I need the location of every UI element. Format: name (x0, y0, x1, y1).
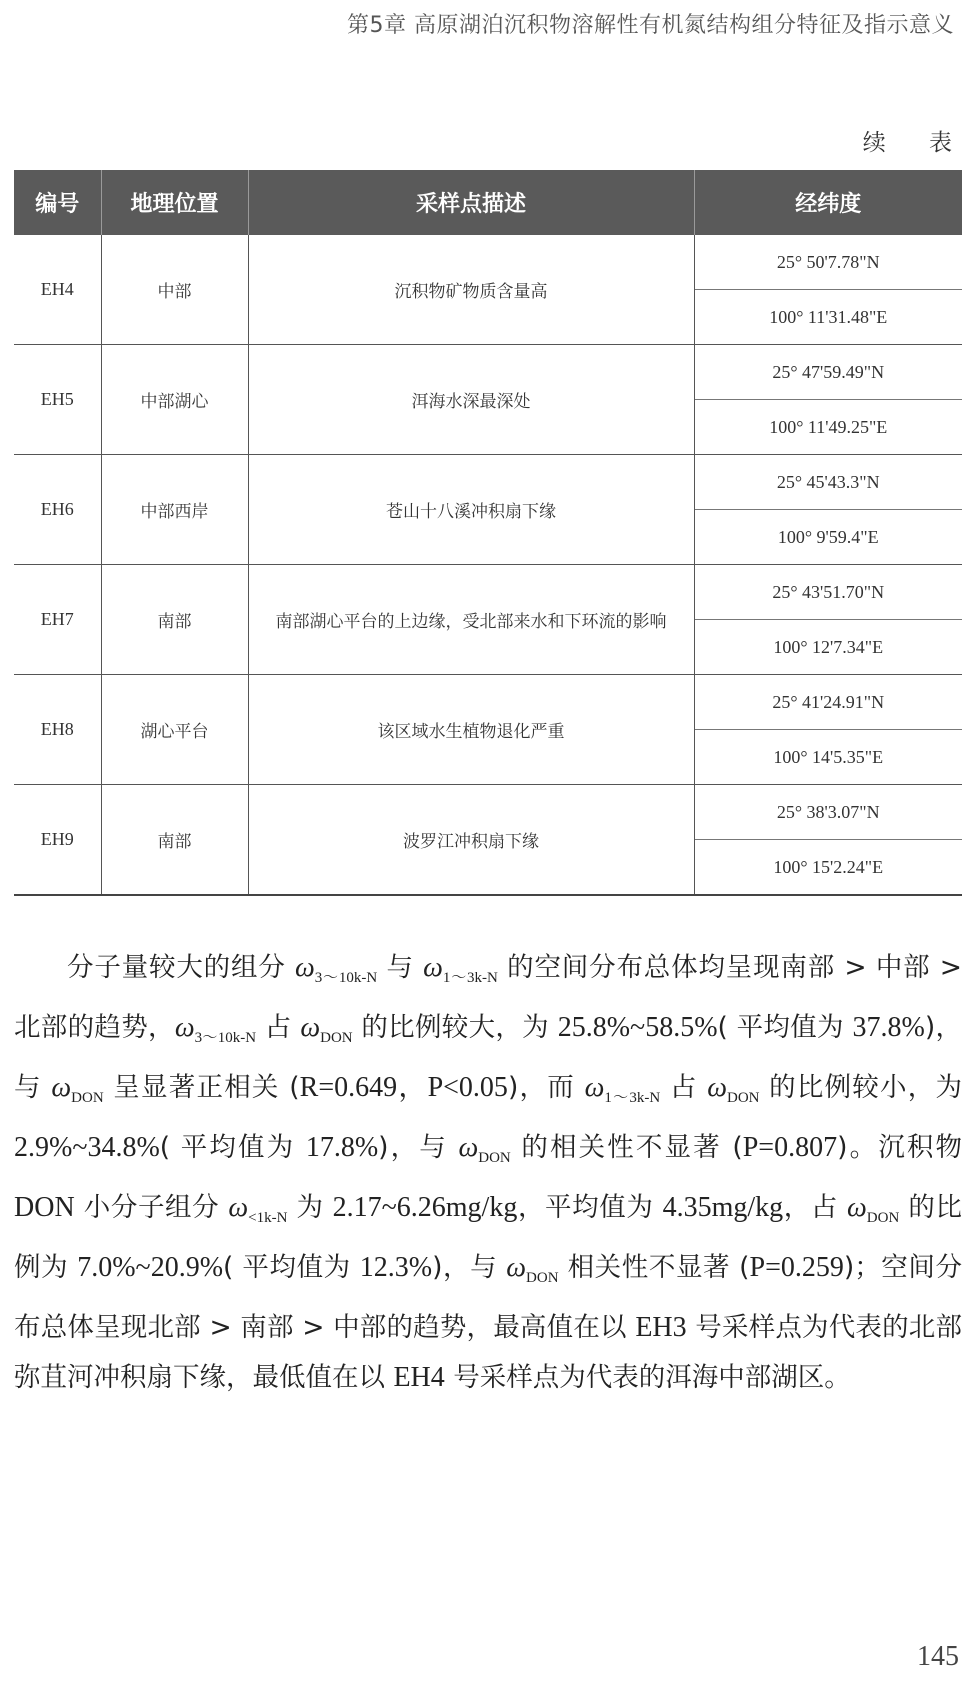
subscript: DON (726, 1090, 760, 1106)
table-row (14, 675, 962, 730)
sampling-sites-table (14, 170, 962, 896)
text-run: )，与 (432, 1252, 507, 1283)
site-description: 南部湖心平台的上边缘，受北部来水和下环流的影响 (248, 565, 694, 675)
text-run: 为 (287, 1192, 333, 1223)
site-description: 该区域水生植物退化严重 (248, 675, 694, 785)
site-longitude: 100° 12'7.34"E (694, 620, 962, 675)
header-location: 地理位置 (101, 170, 248, 235)
text-run: 的比例为 (14, 1192, 962, 1283)
page-number: 145 (917, 1641, 959, 1672)
site-location: 中部湖心 (101, 345, 248, 455)
subscript: DON (478, 1150, 511, 1166)
site-latitude: 25° 38'3.07"N (694, 785, 962, 840)
text-run: 的比例较小，为 (759, 1072, 962, 1103)
text-run: 占 (256, 1012, 301, 1043)
site-id: EH9 (14, 785, 101, 896)
running-head: 第5章 高原湖泊沉积物溶解性有机氮结构组分特征及指示意义 (347, 13, 954, 38)
number-run: 17.8% (305, 1132, 379, 1163)
site-id: EH8 (14, 675, 101, 785)
number-run: EH4 (393, 1362, 445, 1393)
site-latitude: 25° 41'24.91"N (694, 675, 962, 730)
table-row (14, 455, 962, 510)
omega-symbol: ω (228, 1192, 249, 1223)
number-run: 4.35mg/kg (662, 1192, 784, 1223)
site-latitude: 25° 43'51.70"N (694, 565, 962, 620)
header-coordinates: 经纬度 (694, 170, 962, 235)
site-location: 南部 (101, 565, 248, 675)
site-latitude: 25° 45'43.3"N (694, 455, 962, 510)
text-run: )，而 (507, 1072, 585, 1103)
site-description: 沉积物矿物质含量高 (248, 235, 694, 345)
number-run: 2.17~6.26mg/kg (332, 1192, 518, 1223)
number-run: DON (14, 1192, 75, 1223)
omega-symbol: ω (294, 952, 315, 983)
site-id: EH4 (14, 235, 101, 345)
site-id: EH6 (14, 455, 101, 565)
number-run: EH3 (635, 1312, 687, 1343)
text-run: )，与 (378, 1132, 459, 1163)
subscript: DON (866, 1210, 900, 1226)
number-run: 37.8% (852, 1012, 925, 1043)
text-run: 的空间分布总体均呈现南部 > 中部 > 北部的趋势， (14, 952, 962, 1043)
table-row (14, 565, 962, 620)
site-description: 波罗江冲积扇下缘 (248, 785, 694, 896)
site-description: 洱海水深最深处 (248, 345, 694, 455)
body-paragraph (14, 943, 962, 1403)
text-run: 与 (377, 952, 424, 983)
header-description: 采样点描述 (248, 170, 694, 235)
omega-symbol: ω (707, 1072, 727, 1103)
subscript: DON (71, 1090, 104, 1106)
site-location: 中部 (101, 235, 248, 345)
text-run: 呈显著正相关 ( (103, 1072, 300, 1103)
table-row (14, 235, 962, 290)
site-location: 中部西岸 (101, 455, 248, 565)
omega-symbol: ω (506, 1252, 527, 1283)
table-header-row (14, 170, 962, 235)
text-run: ( 平均值为 (717, 1012, 853, 1043)
text-run: )，与 (14, 1012, 963, 1103)
site-description: 苍山十八溪冲积扇下缘 (248, 455, 694, 565)
site-longitude: 100° 14'5.35"E (694, 730, 962, 785)
text-run: ( 平均值为 (159, 1132, 306, 1163)
site-latitude: 25° 47'59.49"N (694, 345, 962, 400)
text-run: 小分子组分 (74, 1192, 229, 1223)
number-run: 12.3% (359, 1252, 433, 1283)
number-run: P=0.259 (749, 1252, 844, 1283)
text-run: ( 平均值为 (223, 1252, 360, 1283)
omega-symbol: ω (584, 1072, 605, 1103)
site-longitude: 100° 15'2.24"E (694, 840, 962, 896)
paragraph (14, 943, 962, 1403)
text-run: )。沉积物 (837, 1132, 962, 1163)
site-id: EH7 (14, 565, 101, 675)
subscript: 3～10k-N (314, 970, 378, 986)
text-run: 分子量较大的组分 (67, 952, 295, 983)
text-run: )；空间分布总体呈现北部 > 南部 > 中部的趋势，最高值在以 (14, 1252, 963, 1343)
text-run: ，平均值为 (517, 1192, 663, 1223)
site-location: 湖心平台 (101, 675, 248, 785)
site-longitude: 100° 11'49.25"E (694, 400, 962, 455)
subscript: 3～10k-N (194, 1030, 257, 1046)
omega-symbol: ω (51, 1072, 72, 1103)
table-row (14, 345, 962, 400)
text-run: 的比例较大，为 (352, 1012, 558, 1043)
subscript: DON (526, 1270, 559, 1286)
table-row (14, 785, 962, 840)
number-run: R=0.649，P<0.05 (299, 1072, 508, 1103)
subscript: 1～3k-N (442, 970, 498, 986)
subscript: DON (320, 1030, 353, 1046)
text-run: ，占 (783, 1192, 848, 1223)
omega-symbol: ω (300, 1012, 321, 1043)
number-run: P=0.807 (742, 1132, 838, 1163)
subscript: <1k-N (248, 1210, 288, 1226)
omega-symbol: ω (847, 1192, 867, 1223)
continued-table-label: 续 表 (862, 130, 970, 156)
omega-symbol: ω (174, 1012, 195, 1043)
text-run: 号采样点为代表的洱海中部湖区。 (444, 1362, 851, 1393)
text-run: 相关性不显著 ( (558, 1252, 750, 1283)
header-id: 编号 (14, 170, 101, 235)
number-run: 2.9%~34.8% (14, 1132, 160, 1163)
text-run: 的相关性不显著 ( (510, 1132, 743, 1163)
number-run: 7.0%~20.9% (77, 1252, 224, 1283)
number-run: 25.8%~58.5% (557, 1012, 718, 1043)
site-latitude: 25° 50'7.78"N (694, 235, 962, 290)
omega-symbol: ω (458, 1132, 479, 1163)
omega-symbol: ω (423, 952, 443, 983)
subscript: 1～3k-N (604, 1090, 661, 1106)
text-run: 号采样点为代表的北部弥苴河冲积扇下缘，最低值在以 (14, 1312, 962, 1393)
site-id: EH5 (14, 345, 101, 455)
text-run: 占 (660, 1072, 708, 1103)
site-location: 南部 (101, 785, 248, 896)
site-longitude: 100° 11'31.48"E (694, 290, 962, 345)
site-longitude: 100° 9'59.4"E (694, 510, 962, 565)
